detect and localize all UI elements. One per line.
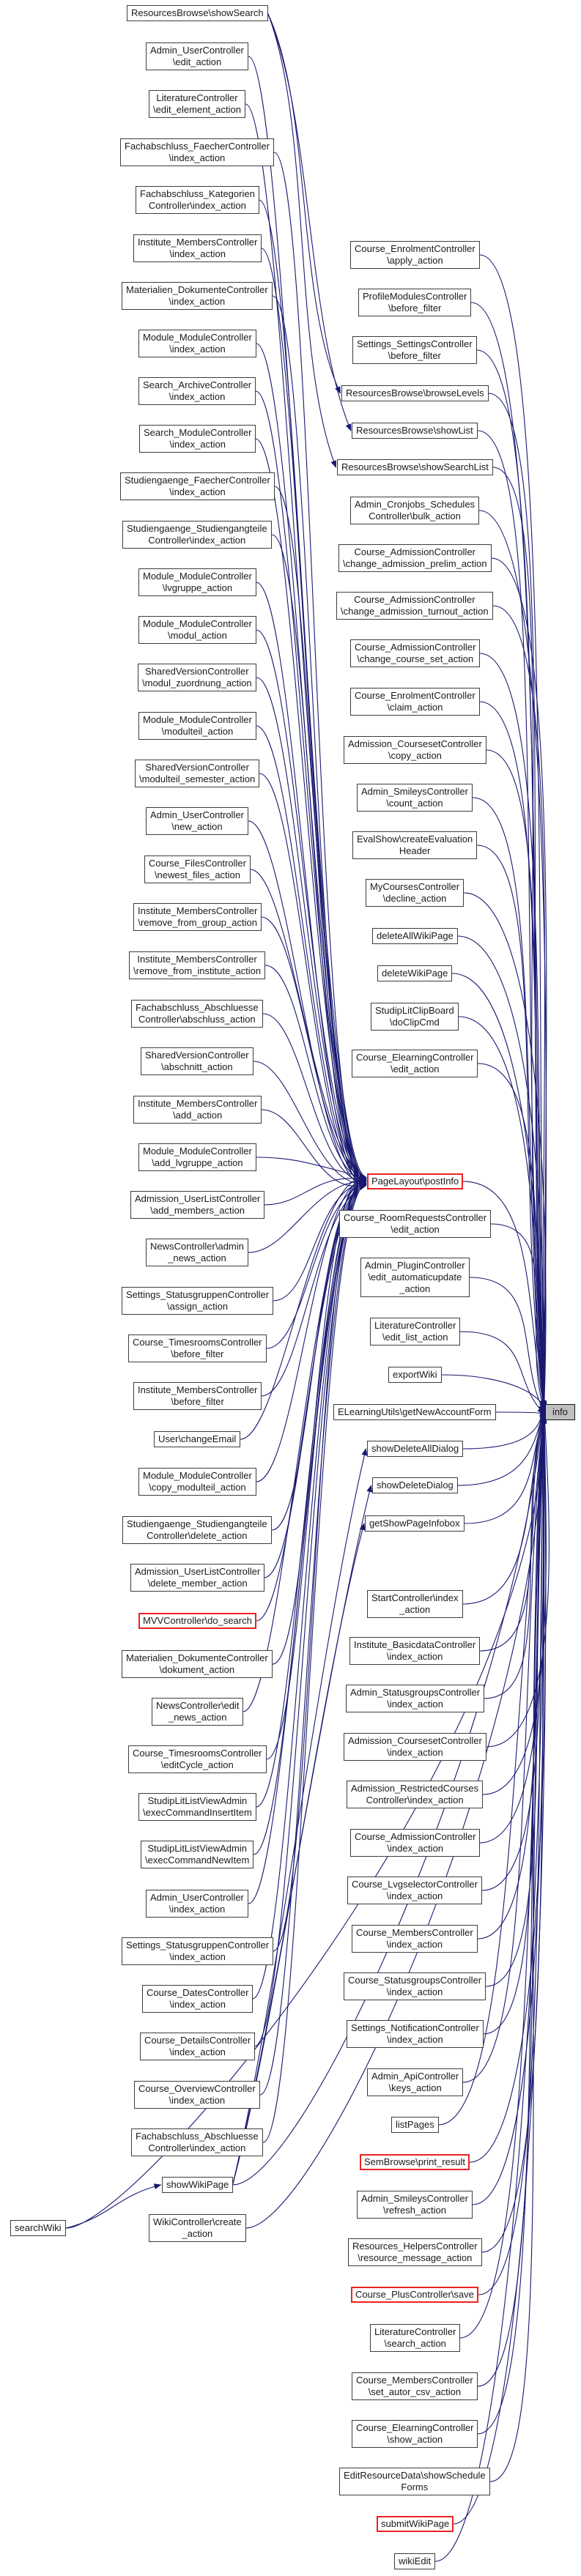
call-edge — [246, 1413, 544, 2228]
call-edge — [496, 1412, 548, 1417]
graph-node-9[interactable]: Search_ArchiveController \index_action — [138, 377, 256, 405]
graph-node-70[interactable]: Course_RoomRequestsController \edit_action — [339, 1210, 491, 1238]
graph-node-81[interactable]: Admission_CoursesetController \index_action — [344, 1733, 486, 1761]
graph-node-20[interactable]: Institute_MembersController \remove_from_group_action — [133, 903, 262, 931]
graph-node-1[interactable]: ResourcesBrowse\showSearch — [127, 5, 268, 21]
graph-node-100: info — [545, 1404, 575, 1420]
graph-node-64[interactable]: MyCoursesController \decline_action — [366, 879, 464, 907]
graph-node-3[interactable]: LiteratureController \edit_element_action — [149, 90, 245, 118]
graph-node-14[interactable]: Module_ModuleController \modul_action — [138, 616, 256, 644]
graph-node-7[interactable]: Materialien_DokumenteController \index_action — [122, 282, 273, 310]
graph-node-50[interactable]: Course_EnrolmentController \apply_action — [350, 241, 480, 269]
graph-node-37[interactable]: NewsController\edit _news_action — [152, 1698, 243, 1726]
graph-node-44[interactable]: Course_DetailsController \index_action — [140, 2033, 255, 2060]
graph-node-85[interactable]: Course_MembersController \index_action — [352, 1925, 478, 1953]
graph-node-35[interactable]: MVVController\do_search — [138, 1613, 256, 1629]
graph-node-82[interactable]: Admission_RestrictedCourses Controller\index_action — [347, 1781, 483, 1808]
graph-node-8[interactable]: Module_ModuleController \index_action — [138, 330, 256, 357]
graph-node-51[interactable]: ProfileModulesController \before_filter — [358, 289, 471, 316]
graph-node-66[interactable]: deleteWikiPage — [377, 965, 452, 981]
graph-node-97[interactable]: EditResourceData\showSchedule Forms — [339, 2468, 490, 2495]
graph-node-29[interactable]: Course_TimesroomsController \before_filter — [128, 1335, 267, 1362]
call-edge — [477, 350, 544, 1408]
graph-node-60[interactable]: Course_EnrolmentController \claim_action — [350, 688, 480, 716]
graph-node-47[interactable]: showWikiPage — [162, 2177, 233, 2193]
graph-node-52[interactable]: Settings_SettingsController \before_filter — [352, 336, 477, 364]
graph-node-48[interactable]: WikiController\create _action — [149, 2214, 246, 2242]
graph-node-94[interactable]: LiteratureController \search_action — [370, 2324, 460, 2352]
graph-node-30[interactable]: Institute_MembersController \before_filter — [133, 1382, 262, 1410]
graph-node-76[interactable]: showDeleteDialog — [372, 1477, 458, 1493]
graph-node-54[interactable]: ResourcesBrowse\showList — [352, 423, 478, 439]
graph-node-36[interactable]: Materialien_DokumenteController \dokument_action — [122, 1650, 273, 1678]
graph-node-22[interactable]: Fachabschluss_Abschluesse Controller\abschluss_action — [131, 1000, 263, 1028]
graph-node-45[interactable]: Course_OverviewController \index_action — [134, 2081, 260, 2109]
graph-node-28[interactable]: Settings_StatusgruppenController \assign_action — [122, 1287, 273, 1315]
call-edge — [480, 653, 544, 1410]
graph-node-13[interactable]: Module_ModuleController \lvgruppe_action — [138, 568, 256, 596]
graph-node-73[interactable]: exportWiki — [388, 1367, 442, 1383]
graph-node-84[interactable]: Course_LvgselectorController \index_action — [347, 1877, 482, 1904]
graph-node-46[interactable]: Fachabschluss_Abschluesse Controller\index_action — [131, 2128, 263, 2156]
graph-node-98[interactable]: submitWikiPage — [377, 2516, 454, 2532]
graph-node-49[interactable]: searchWiki — [10, 2220, 66, 2236]
graph-node-43[interactable]: Course_DatesController \index_action — [142, 1985, 253, 2013]
graph-node-59[interactable]: Course_AdmissionController \change_course_set_action — [350, 639, 480, 667]
graph-node-99[interactable]: wikiEdit — [394, 2553, 435, 2569]
graph-node-19[interactable]: Course_FilesController \newest_files_action — [144, 855, 251, 883]
graph-node-31[interactable]: User\changeEmail — [154, 1431, 240, 1447]
graph-node-80[interactable]: Admin_StatusgroupsController \index_action — [346, 1685, 484, 1712]
call-edge — [245, 104, 366, 1179]
graph-node-33[interactable]: Studiengaenge_Studiengangteile Controller\delete_action — [122, 1516, 272, 1544]
graph-node-87[interactable]: Settings_NotificationController \index_action — [347, 2020, 484, 2048]
graph-node-25[interactable]: Module_ModuleController \add_lvgruppe_action — [138, 1143, 256, 1171]
graph-node-34[interactable]: Admission_UserListController \delete_member_action — [130, 1564, 264, 1592]
graph-node-74[interactable]: ELearningUtils\getNewAccountForm — [333, 1404, 496, 1420]
call-edge — [454, 1409, 546, 2525]
call-edge — [268, 13, 352, 431]
graph-node-58[interactable]: Course_AdmissionController \change_admission_turnout_action — [336, 592, 493, 620]
graph-node-18[interactable]: Admin_UserController \new_action — [146, 807, 248, 835]
call-edge — [256, 391, 366, 1179]
call-edge — [66, 2185, 161, 2228]
graph-node-53[interactable]: ResourcesBrowse\browseLevels — [341, 385, 489, 401]
graph-node-95[interactable]: Course_MembersController \set_autor_csv_action — [352, 2372, 478, 2400]
graph-node-24[interactable]: Institute_MembersController \add_action — [133, 1096, 262, 1124]
graph-node-12[interactable]: Studiengaenge_Studiengangteile Controller\index_action — [122, 521, 272, 549]
graph-node-11[interactable]: Studiengaenge_FaecherController \index_action — [120, 472, 275, 500]
graph-node-78[interactable]: StartController\index _action — [367, 1590, 463, 1618]
graph-node-89[interactable]: listPages — [391, 2117, 439, 2133]
graph-node-21[interactable]: Institute_MembersController \remove_from_institute_action — [129, 951, 265, 979]
graph-node-38[interactable]: Course_TimesroomsController \editCycle_action — [128, 1745, 267, 1773]
graph-node-23[interactable]: SharedVersionController \abschnitt_action — [141, 1047, 254, 1075]
call-edge — [470, 1277, 544, 1411]
call-edge — [256, 726, 366, 1181]
graph-node-39[interactable]: StudipLitListViewAdmin \execCommandInsertItem — [138, 1793, 256, 1821]
graph-node-5[interactable]: Fachabschluss_Kategorien Controller\index_action — [136, 186, 259, 214]
call-edge — [267, 1181, 366, 1759]
graph-node-65[interactable]: deleteAllWikiPage — [372, 928, 458, 944]
graph-node-68[interactable]: Course_ElearningController \edit_action — [352, 1050, 478, 1077]
graph-node-88[interactable]: Admin_ApiController \keys_action — [367, 2068, 463, 2096]
graph-node-41[interactable]: Admin_UserController \index_action — [146, 1890, 248, 1918]
graph-node-67[interactable]: StudipLitClipBoard \doClipCmd — [371, 1003, 459, 1031]
graph-node-75[interactable]: showDeleteAllDialog — [367, 1441, 463, 1457]
graph-node-71[interactable]: Admin_PluginController \edit_automaticupdate _action — [360, 1258, 470, 1297]
graph-node-2[interactable]: Admin_UserController \edit_action — [146, 42, 248, 70]
graph-node-91[interactable]: Admin_SmileysController \refresh_action — [357, 2191, 473, 2219]
graph-node-77[interactable]: getShowPageInfobox — [365, 1515, 465, 1532]
call-edge — [478, 1414, 544, 2386]
graph-node-6[interactable]: Institute_MembersController \index_action — [133, 234, 262, 262]
graph-node-72[interactable]: LiteratureController \edit_list_action — [370, 1318, 460, 1345]
graph-node-92[interactable]: Resources_HelpersController \resource_message_action — [348, 2238, 482, 2266]
graph-node-63[interactable]: EvalShow\createEvaluation Header — [352, 831, 477, 859]
call-edge — [477, 845, 544, 1407]
graph-node-42[interactable]: Settings_StatusgruppenController \index_action — [122, 1937, 273, 1965]
graph-node-90[interactable]: SemBrowse\print_result — [360, 2154, 470, 2170]
graph-node-40[interactable]: StudipLitListViewAdmin \execCommandNewItem — [141, 1841, 254, 1868]
graph-node-27[interactable]: NewsController\admin _news_action — [146, 1239, 248, 1266]
graph-node-96[interactable]: Course_ElearningController \show_action — [352, 2420, 478, 2448]
call-edge — [473, 798, 544, 1416]
graph-node-32[interactable]: Module_ModuleController \copy_modulteil_action — [138, 1468, 256, 1496]
graph-node-79[interactable]: Institute_BasicdataController \index_action — [349, 1637, 480, 1665]
call-edge — [458, 1410, 544, 1485]
call-edge — [478, 1416, 544, 2434]
graph-node-17[interactable]: SharedVersionController \modulteil_semester_action — [135, 760, 259, 787]
graph-node-83[interactable]: Course_AdmissionController \index_action — [350, 1829, 480, 1857]
graph-node-62[interactable]: Admin_SmileysController \count_action — [357, 784, 473, 812]
graph-node-10[interactable]: Search_ModuleController \index_action — [139, 425, 256, 453]
graph-node-15[interactable]: SharedVersionController \modul_zuordnung_action — [138, 664, 256, 691]
graph-node-61[interactable]: Admission_CoursesetController \copy_action — [344, 736, 486, 764]
call-edge — [268, 13, 336, 467]
call-edge — [256, 1182, 366, 1807]
graph-node-69[interactable]: PageLayout\postInfo — [367, 1173, 463, 1189]
graph-node-26[interactable]: Admission_UserListController \add_members_action — [130, 1191, 264, 1219]
graph-node-57[interactable]: Course_AdmissionController \change_admission_prelim_action — [338, 544, 492, 572]
graph-node-4[interactable]: Fachabschluss_FaecherController \index_action — [120, 138, 274, 166]
graph-node-86[interactable]: Course_StatusgroupsController \index_action — [344, 1972, 486, 2000]
graph-node-56[interactable]: Admin_Cronjobs_Schedules Controller\bulk_action — [350, 497, 479, 524]
call-edge — [256, 1184, 366, 1621]
graph-node-93[interactable]: Course_PlusController\save — [351, 2287, 478, 2303]
call-edge — [256, 630, 366, 1178]
graph-node-16[interactable]: Module_ModuleController \modulteil_action — [138, 712, 256, 740]
graph-node-55[interactable]: ResourcesBrowse\showSearchList — [337, 459, 493, 475]
call-edge — [268, 13, 341, 393]
